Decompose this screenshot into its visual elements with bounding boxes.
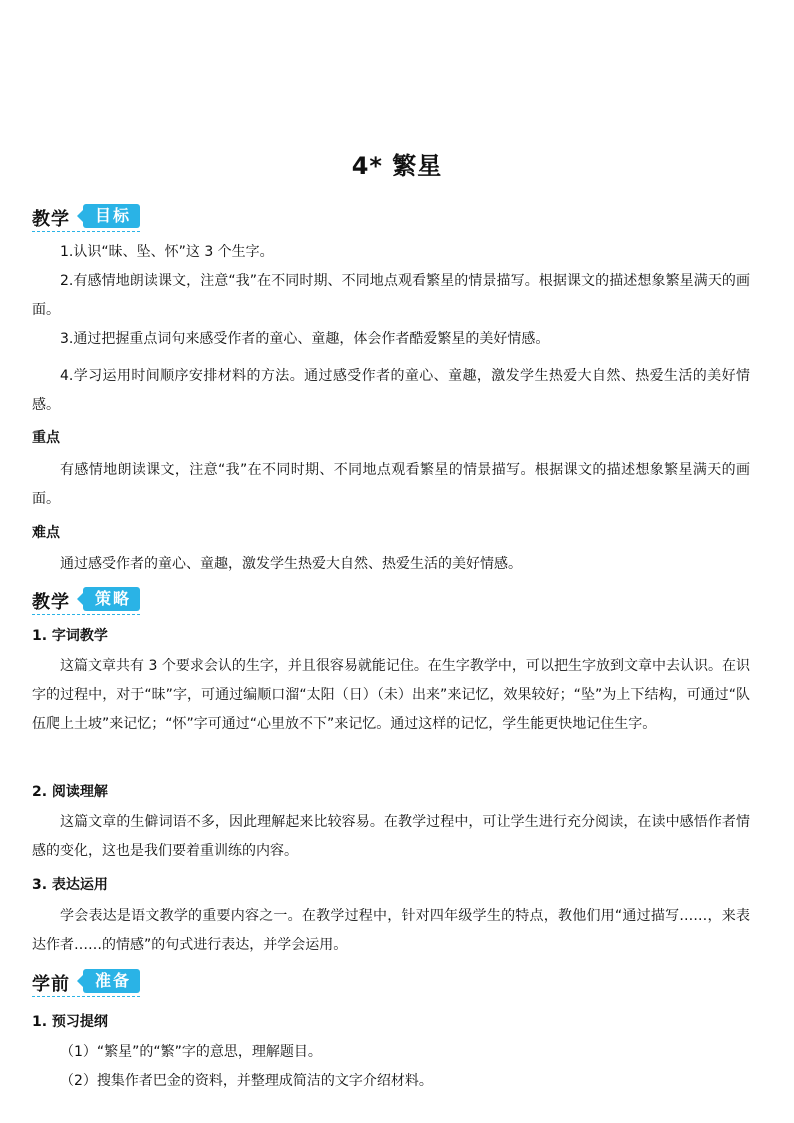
prep-item: （2）搜集作者巴金的资料，并整理成简洁的文字介绍材料。	[60, 1073, 433, 1089]
goal-item: 1.认识“昧、坠、怀”这 3 个生字。	[60, 244, 274, 260]
goal-item: 2.有感情地朗读课文，注意“我”在不同时期、不同地点观看繁星的情景描写。根据课文的描述想象繁星满天的画面。	[32, 273, 750, 318]
page-title: 4* 繁星	[351, 152, 443, 180]
section-rule	[32, 614, 140, 615]
goal-item: 4.学习运用时间顺序安排材料的方法。通过感受作者的童心、童趣，激发学生热爱大自然、热爱生活的美好情感。	[32, 368, 750, 413]
strategy-heading: 1. 字词教学	[32, 628, 108, 644]
section-label: 教学	[32, 592, 70, 613]
section-rule	[32, 996, 140, 997]
section-pill: 目标	[83, 204, 140, 228]
section-pill: 准备	[83, 969, 140, 993]
goal-item: 3.通过把握重点词句来感受作者的童心、童趣，体会作者酷爱繁星的美好情感。	[60, 331, 550, 347]
section-label: 教学	[32, 209, 70, 230]
strategy-text: 学会表达是语文教学的重要内容之一。在教学过程中，针对四年级学生的特点，教他们用“通过描写……，来表达作者……的情感”的句式进行表达，并学会运用。	[32, 908, 750, 953]
strategy-heading: 2. 阅读理解	[32, 784, 108, 800]
section-pill: 策略	[83, 587, 140, 611]
prep-item: （1）“繁星”的“繁”字的意思，理解题目。	[60, 1044, 322, 1060]
key-point-text: 有感情地朗读课文，注意“我”在不同时期、不同地点观看繁星的情景描写。根据课文的描述想象繁星满天的画面。	[32, 462, 750, 507]
strategy-text: 这篇文章共有 3 个要求会认的生字，并且很容易就能记住。在生字教学中，可以把生字放到文章中去认识。在识字的过程中，对于“昧”字，可通过编顺口溜“太阳（日）（未）出来”来记忆，效果较好；“坠”为上下结构，可通过“队伍爬上土坡”来记忆；“怀”字可通过“心里放不下”来记忆。通过这样的记忆，学生能更快地记住生字。	[32, 658, 750, 732]
key-point-heading: 重点	[32, 430, 60, 446]
difficulty-text: 通过感受作者的童心、童趣，激发学生热爱大自然、热爱生活的美好情感。	[60, 556, 522, 572]
strategy-heading: 3. 表达运用	[32, 877, 108, 893]
section-header-pre-class-prep	[32, 968, 142, 998]
section-rule	[32, 231, 140, 232]
section-header-teaching-goals	[32, 203, 142, 233]
section-label: 学前	[32, 974, 70, 995]
strategy-text: 这篇文章的生僻词语不多，因此理解起来比较容易。在教学过程中，可让学生进行充分阅读，在读中感悟作者情感的变化，这也是我们要着重训练的内容。	[32, 814, 750, 859]
difficulty-heading: 难点	[32, 525, 60, 541]
prep-heading: 1. 预习提纲	[32, 1014, 108, 1030]
section-header-teaching-strategy	[32, 586, 142, 616]
